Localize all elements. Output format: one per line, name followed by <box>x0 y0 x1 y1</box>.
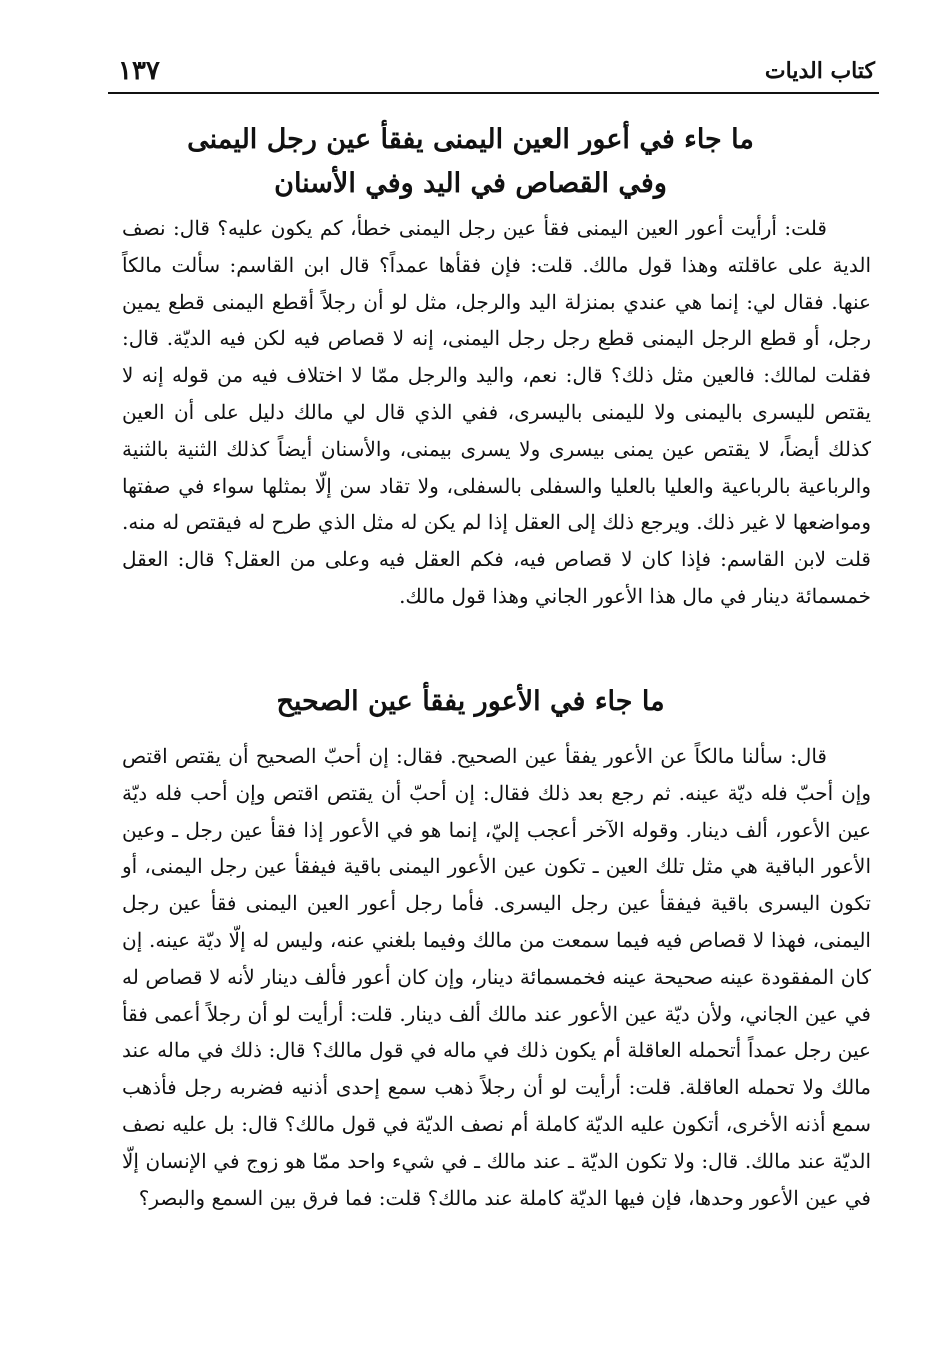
section-2-paragraph: قال: سألنا مالكاً عن الأعور يفقأ عين الصحيح. فقال: إن أحبّ الصحيح أن يقتص اقتص وإن أحبّ فله ديّة عينه. ثم رجع بعد ذلك فقال: إن أحبّ أن يقتص اقتص وإن أحب فله ديّة عين الأعور، ألف دينار. وقوله الآخر أعجب إليّ، إنما هو في الأعور إذا فقأ عين رجل ـ وعين الأعور الباقية هي مثل تلك العين ـ تكون عين الأعور اليمنى باقية فيفقأ عين رجل اليمنى، أو تكون اليسرى باقية فيفقأ عين رجل اليسرى. فأما رجل أعور العين اليمنى فقأ عين رجل اليمنى، فهذا لا قصاص فيه فيما سمعت من مالك وفيما بلغني عنه، وليس له إلّا ديّة عينه. إن كان المفقودة عينه صحيحة عينه فخمسمائة دينار، وإن كان أعور فألف دينار لأنه لا قصاص له في عين الجاني، ولأن ديّة عين الأعور عند مالك ألف دينار. قلت: أرأيت لو أن رجلاً أعمى فقأ عين رجل عمداً أتحمله العاقلة أم يكون ذلك في ماله في قول مالك؟ قال: ذلك في ماله عند مالك ولا تحمله العاقلة. قلت: أرأيت لو أن رجلاً ذهب سمع إحدى أذنيه فضربه رجل فأذهب سمع أذنه الأخرى، أتكون عليه الديّة كاملة أم نصف الديّة في قول مالك؟ قال: بل عليه نصف الديّة عند مالك. قال: ولا تكون الديّة ـ عند مالك ـ في شيء واحد ممّا هو زوج في الإنسان إلّا في عين الأعور وحدها، فإن فيها الديّة كاملة عند مالك؟ قلت: فما فرق بين السمع والبصر؟ <box>122 744 872 1210</box>
section-2-body <box>122 738 871 1216</box>
section-heading-1-line-2: وفي القصاص في اليد وفي الأسنان <box>274 168 667 199</box>
section-1-body <box>122 210 871 615</box>
section-1-paragraph: قلت: أرأيت أعور العين اليمنى فقأ عين رجل اليمنى خطأ، كم يكون عليه؟ قال: نصف الدية على عاقلته وهذا قول مالك. قلت: فإن فقأها عمداً؟ قال ابن القاسم: سألت مالكاً عنها. فقال لي: إنما هي عندي بمنزلة اليد والرجل، مثل لو أن رجلاً أقطع اليمنى قطع يمين رجل، أو قطع الرجل اليمنى قطع رجل رجل اليمنى، إنه لا قصاص فيه لكن فيه الديّة. قال: فقلت لمالك: فالعين مثل ذلك؟ قال: نعم، واليد والرجل ممّا لا اختلاف فيه من قوله إنه لا يقتص لليسرى باليمنى ولا لليمنى باليسرى، ففي الذي قال لي مالك دليل على أن العين كذلك أيضاً، لا يقتص عين يمنى بيسرى ولا يسرى بيمنى، والأسنان أيضاً كذلك الثنية بالثنية والرباعية بالرباعية والعليا بالعليا والسفلى بالسفلى، ولا تقاد سن إلّا بمثلها سواء في صفتها ومواضعها لا غير ذلك. ويرجع ذلك إلى العقل إذا لم يكن له مثل الذي طرح له فيقتص له منه. قلت لابن القاسم: فإذا كان لا قصاص فيه، فكم العقل فيه وعلى من العقل؟ قال: العقل خمسمائة دينار في مال هذا الأعور الجاني وهذا قول مالك. <box>122 216 871 608</box>
page-number: ١٣٧ <box>118 56 160 86</box>
section-heading-1 <box>100 118 841 206</box>
section-heading-1-line-1: ما جاء في أعور العين اليمنى يفقأ عين رجل اليمنى <box>187 124 754 155</box>
section-heading-2-line-1: ما جاء في الأعور يفقأ عين الصحيح <box>276 686 665 717</box>
book-title: كتاب الديات <box>764 58 875 84</box>
running-header <box>108 52 879 94</box>
section-heading-2 <box>100 680 841 724</box>
